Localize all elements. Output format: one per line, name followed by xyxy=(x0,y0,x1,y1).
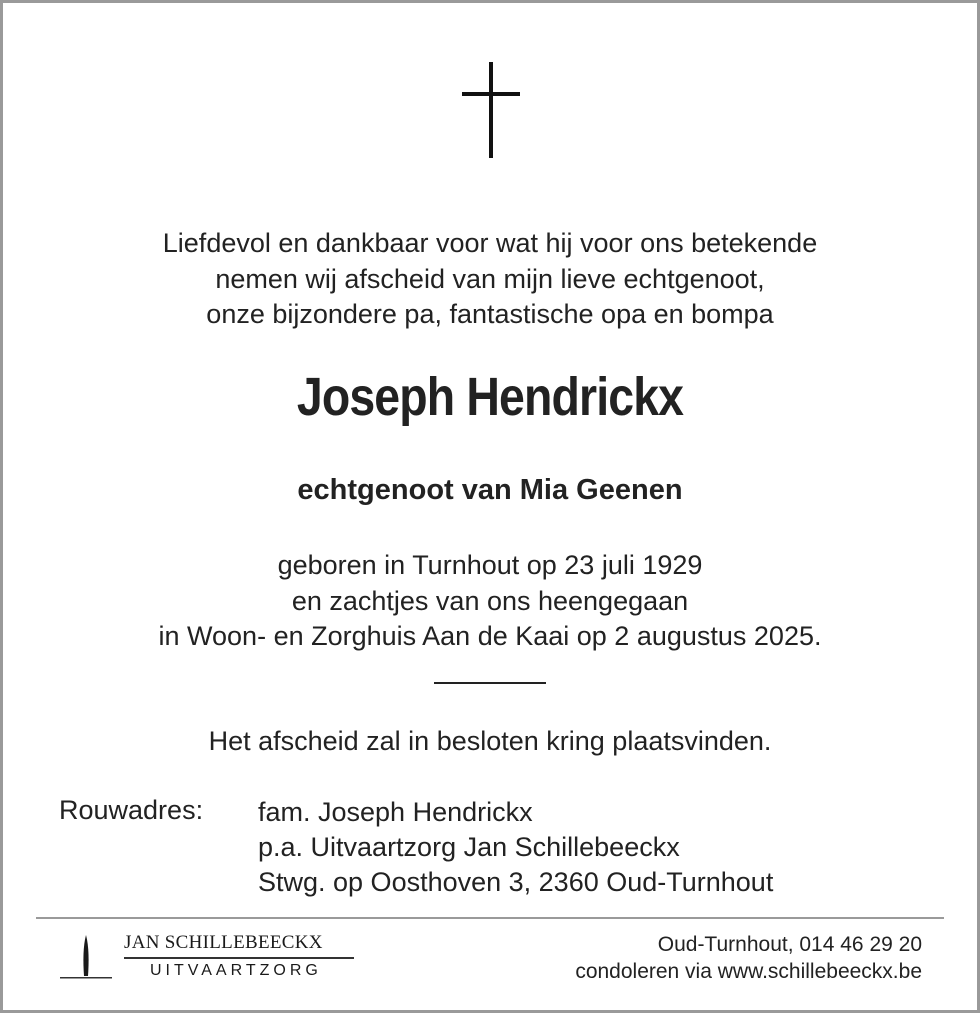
intro-line: onze bijzondere pa, fantastische opa en bompa xyxy=(206,299,774,329)
contact-phone: Oud-Turnhout, 014 46 29 20 xyxy=(657,933,922,956)
contact-info xyxy=(575,931,922,985)
date-line: in Woon- en Zorghuis Aan de Kaai op 2 augustus 2025. xyxy=(158,621,822,651)
intro-text xyxy=(0,226,980,333)
address-line: fam. Joseph Hendrickx xyxy=(258,797,533,827)
divider xyxy=(434,682,546,684)
deceased-name: Joseph Hendrickx xyxy=(296,367,684,427)
address-line: p.a. Uitvaartzorg Jan Schillebeeckx xyxy=(258,832,680,862)
footer-divider xyxy=(36,917,944,919)
life-dates xyxy=(0,548,980,655)
funeral-home-subtitle: UITVAARTZORG xyxy=(150,962,322,979)
spouse-line: echtgenoot van Mia Geenen xyxy=(297,474,683,506)
intro-line: Liefdevol en dankbaar voor wat hij voor ons betekende xyxy=(162,228,818,258)
farewell-notice: Het afscheid zal in besloten kring plaatsvinden. xyxy=(208,726,772,756)
date-line: geboren in Turnhout op 23 juli 1929 xyxy=(277,550,703,580)
address-line: Stwg. op Oosthoven 3, 2360 Oud-Turnhout xyxy=(258,867,774,897)
contact-website: condoleren via www.schillebeeckx.be xyxy=(575,960,922,983)
intro-line: nemen wij afscheid van mijn lieve echtgenoot, xyxy=(215,263,765,294)
cypress-tree-icon xyxy=(60,932,112,982)
funeral-home-name: JAN SCHILLEBEECKX xyxy=(124,932,323,953)
date-line: en zachtjes van ons heengegaan xyxy=(291,585,689,616)
cross-icon xyxy=(462,62,520,158)
logo-divider xyxy=(124,957,354,959)
address-label: Rouwadres: xyxy=(59,795,204,825)
address-block xyxy=(258,795,773,900)
